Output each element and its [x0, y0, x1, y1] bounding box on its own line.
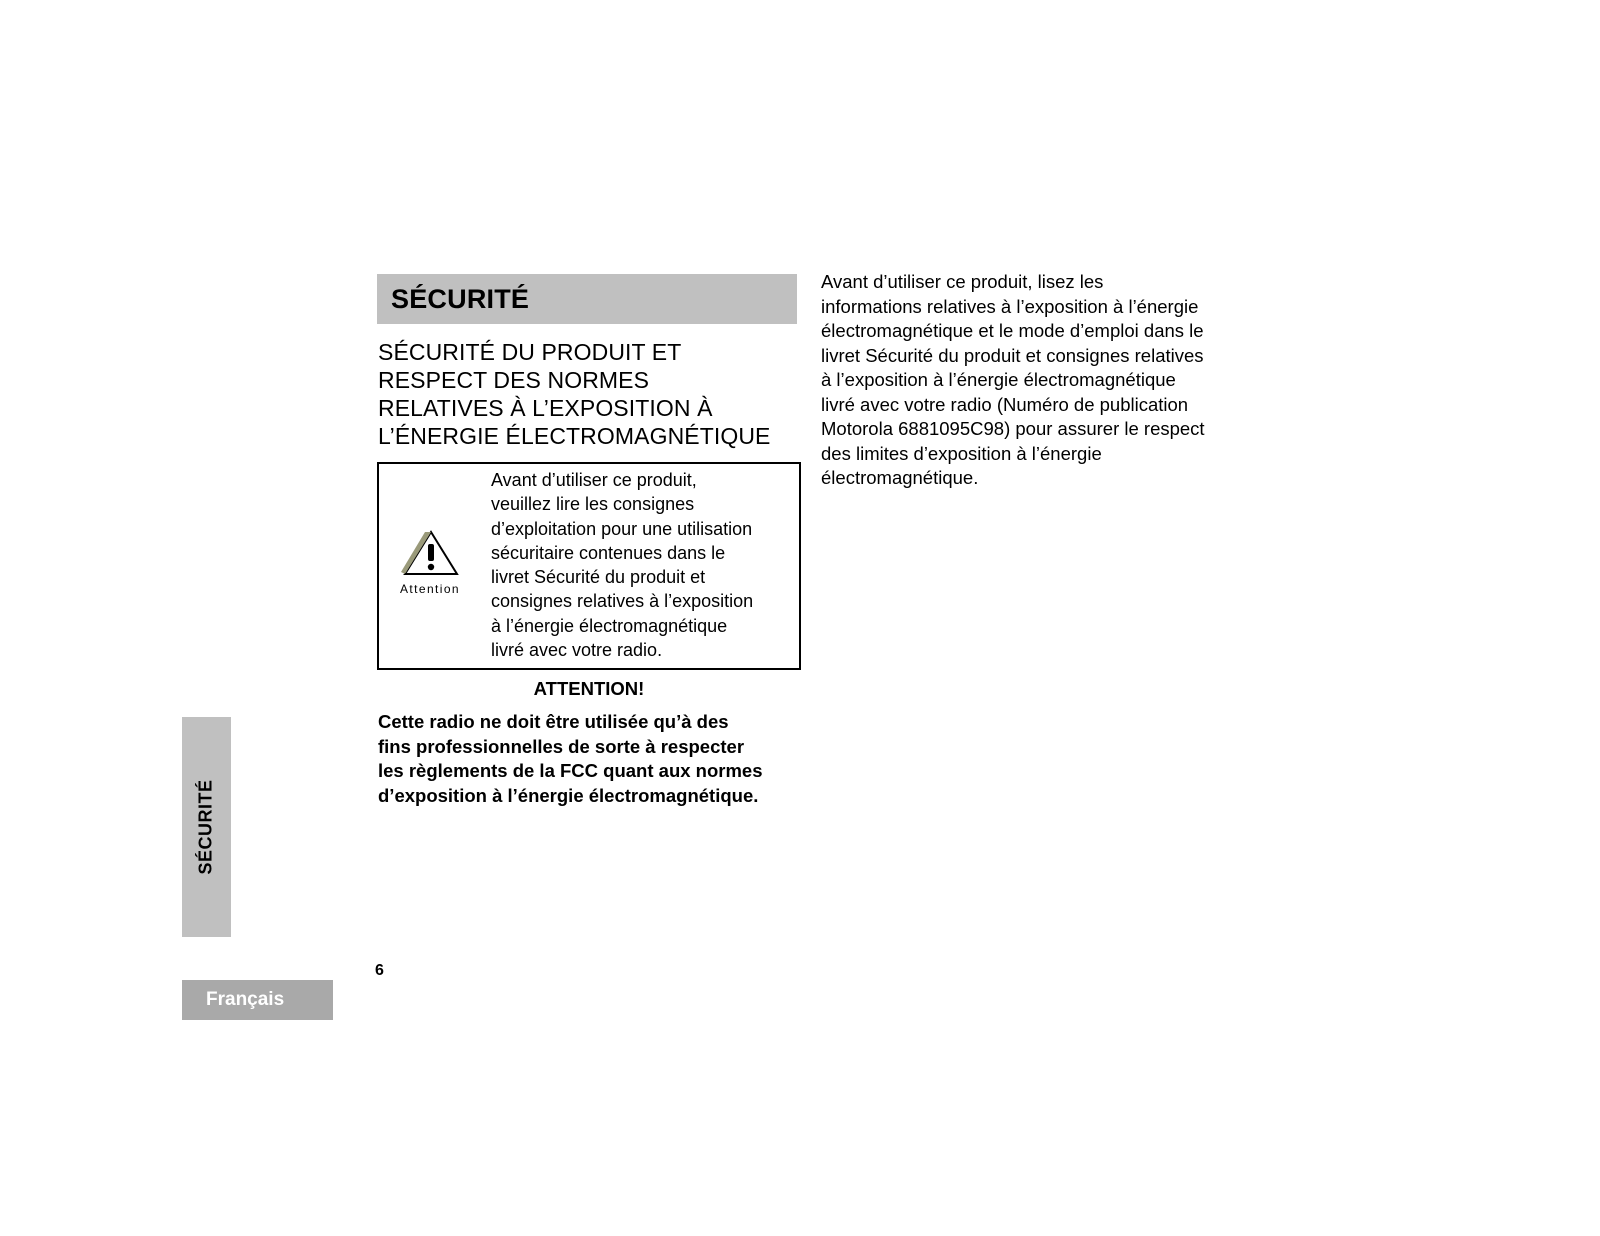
attention-heading: ATTENTION!	[533, 678, 645, 699]
subheading	[378, 338, 818, 450]
paragraph-line: Motorola 6881095C98) pour assurer le respect	[821, 418, 1205, 439]
warning-triangle-icon	[401, 528, 459, 578]
notice-line: les règlements de la FCC quant aux normes	[378, 760, 763, 781]
attention-notice	[378, 710, 818, 808]
warning-line: consignes relatives à l’exposition	[491, 591, 754, 612]
page-number: 6	[375, 962, 384, 979]
paragraph-line: électromagnétique et le mode d’emploi dans le	[821, 320, 1204, 341]
paragraph-line: à l’exposition à l’énergie électromagnétique	[821, 369, 1176, 390]
right-column-paragraph	[821, 270, 1261, 491]
notice-line: d’exposition à l’énergie électromagnétique.	[378, 784, 759, 806]
paragraph-line: électromagnétique.	[821, 467, 979, 488]
side-section-tab	[182, 717, 231, 937]
paragraph-line: livré avec votre radio (Numéro de publication	[821, 393, 1189, 415]
warning-caption: Attention	[400, 582, 460, 596]
paragraph-line: informations relatives à l’exposition à l’énergie	[821, 295, 1199, 317]
section-title: SÉCURITÉ	[391, 283, 530, 314]
warning-line: livré avec votre radio.	[491, 640, 663, 661]
warning-line: veuillez lire les consignes	[491, 494, 695, 515]
warning-line: à l’énergie électromagnétique	[491, 615, 728, 636]
warning-line: d’exploitation pour une utilisation	[491, 518, 753, 539]
subheading-line: L’ÉNERGIE ÉLECTROMAGNÉTIQUE	[378, 423, 771, 449]
warning-line: sécuritaire contenues dans le	[491, 542, 726, 563]
paragraph-line: livret Sécurité du produit et consignes relatives	[821, 344, 1204, 366]
paragraph-line: Avant d’utiliser ce produit, lisez les	[821, 271, 1104, 292]
warning-line: Avant d’utiliser ce produit,	[491, 470, 697, 490]
subheading-line: RESPECT DES NORMES	[378, 367, 650, 393]
warning-box	[377, 462, 801, 670]
subheading-line: SÉCURITÉ DU PRODUIT ET	[378, 339, 682, 365]
side-tab-label: SÉCURITÉ	[195, 779, 216, 875]
section-banner	[377, 274, 797, 324]
warning-icon-group	[399, 528, 461, 608]
subheading-line: RELATIVES À L’EXPOSITION À	[378, 395, 713, 421]
language-tab: Français	[182, 980, 333, 1020]
notice-line: Cette radio ne doit être utilisée qu’à des	[378, 711, 729, 732]
notice-line: fins professionnelles de sorte à respecter	[378, 735, 745, 757]
warning-text	[491, 468, 797, 662]
paragraph-line: des limites d’exposition à l’énergie	[821, 442, 1102, 464]
warning-line: livret Sécurité du produit et	[491, 567, 706, 588]
